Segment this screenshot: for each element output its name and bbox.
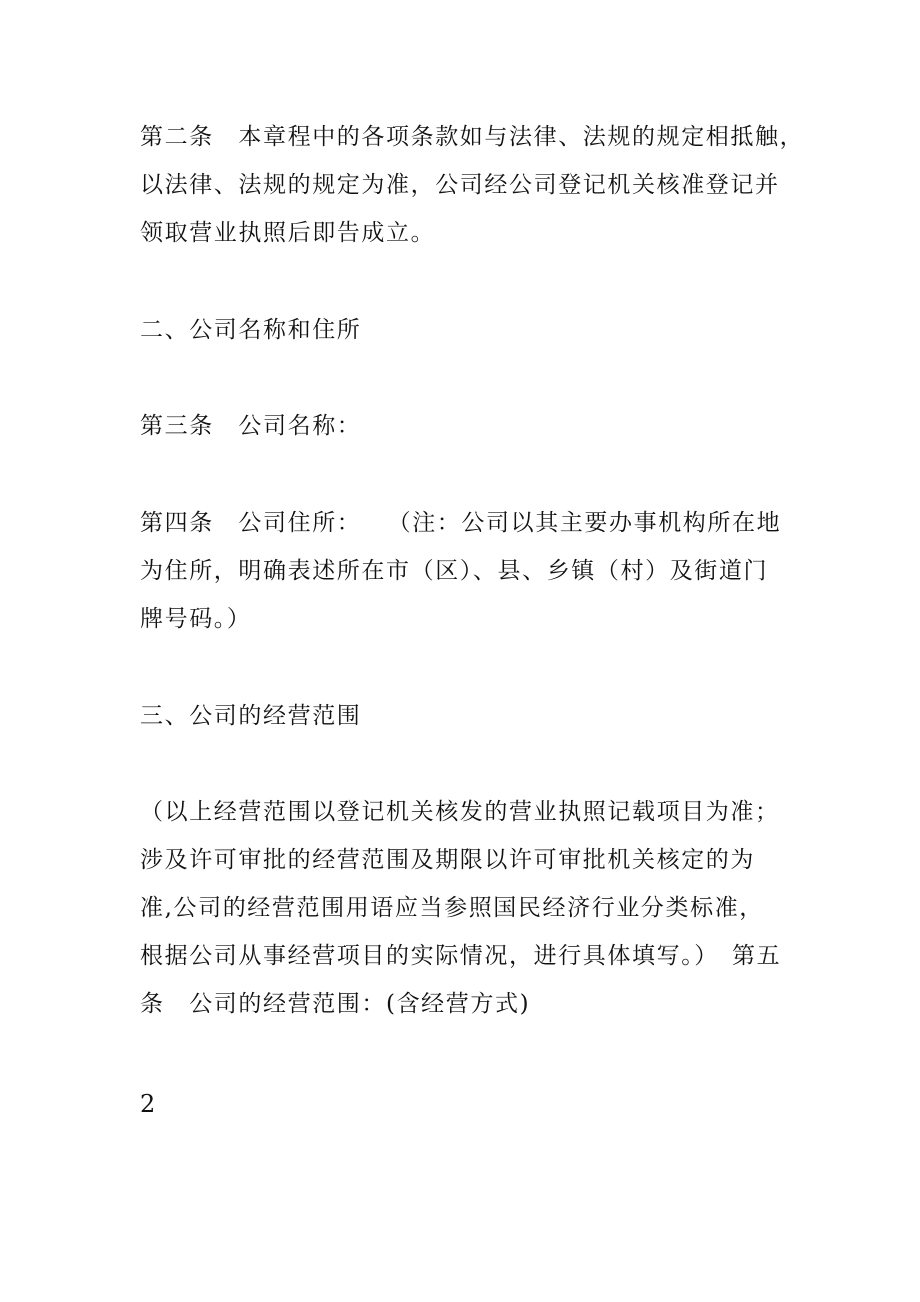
note-line-3: 准,公司的经营范围用语应当参照国民经济行业分类标准， — [140, 895, 764, 921]
article-3: 第三条 公司名称： — [140, 413, 362, 439]
article-4-line-3: 牌号码。） — [140, 606, 252, 632]
article-4-line-2: 为住所，明确表述所在市（区）、县、乡镇（村）及街道门 — [140, 558, 769, 584]
article-5-line: 条 公司的经营范围：(含经营方式) — [140, 991, 531, 1017]
section-2-heading: 二、公司名称和住所 — [140, 317, 362, 343]
section-3-heading: 三、公司的经营范围 — [140, 703, 362, 729]
article-4-line-1: 第四条 公司住所： （注：公司以其主要办事机构所在地 — [140, 510, 782, 536]
article-2-line-3: 领取营业执照后即告成立。 — [140, 220, 436, 246]
note-line-2: 涉及许可审批的经营范围及期限以许可审批机关核定的为 — [140, 847, 755, 873]
article-2-line-1: 第二条 本章程中的各项条款如与法律、法规的规定相抵触， — [140, 124, 805, 150]
page-number: 2 — [140, 1090, 156, 1118]
note-line-4: 根据公司从事经营项目的实际情况，进行具体填写。） 第五 — [140, 943, 782, 969]
article-2-line-2: 以法律、法规的规定为准，公司经公司登记机关核准登记并 — [140, 172, 780, 198]
note-line-1: （以上经营范围以登记机关核发的营业执照记载项目为准； — [140, 799, 780, 825]
